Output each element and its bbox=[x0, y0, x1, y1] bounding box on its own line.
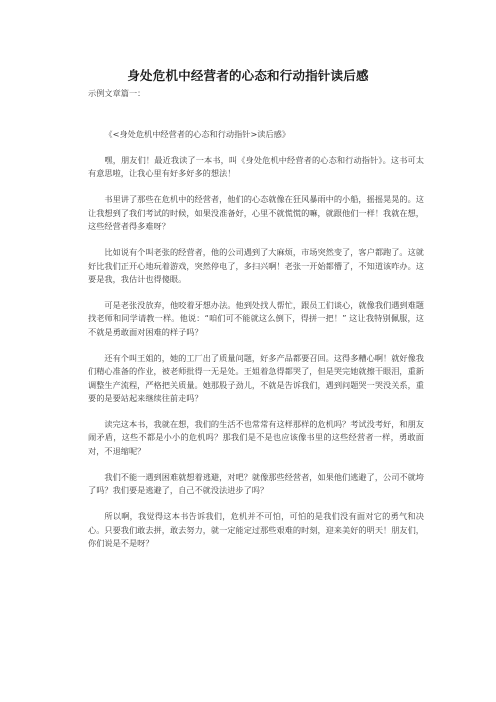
page-subtitle: 示例文章篇一： bbox=[88, 88, 146, 98]
page-title: 身处危机中经营者的心态和行动指针读后感 bbox=[127, 68, 369, 83]
paragraph: 还有个叫王姐的，她的工厂出了质量问题，好多产品都要召回。这得多糟心啊！就好像我们精心准备的作业，被老师批得一无是处。王姐着急得都哭了，但是哭完她就擦干眼泪，重新调整生产流程，严格把关质量。她那股子劲儿，不就是告诉我们，遇到问题哭一哭没关系，重要的是要站起来继续往前走吗？ bbox=[88, 352, 424, 404]
paragraph: 所以啊，我觉得这本书告诉我们，危机并不可怕，可怕的是我们没有面对它的勇气和决心。只要我们敢去拼，敢去努力，就一定能定过那些艰难的时刻，迎来美好的明天！朋友们，你们说是不是呀？ bbox=[88, 511, 424, 549]
paragraph: 读完这本书，我就在想，我们的生活不也常常有这样那样的危机吗？考试没考好，和朋友闹矛盾，这些不都是小小的危机吗？那我们是不是也应该像书里的这些经营者一样，勇敢面对，不退缩呢？ bbox=[88, 419, 424, 456]
paragraph: 嘿，朋友们！最近我读了一本书，叫《身处危机中经营者的心态和行动指针》。这书可太有意思啦，让我心里有好多好多的想法！ bbox=[88, 155, 424, 179]
paragraph: 可是老张没放弃，他咬着牙想办法。他到处找人帮忙，跟员工们谈心，就像我们遇到难题找老师和同学请教一样。他说：“咱们可不能就这么倒下，得拼一把！” 这让我特别佩服，这不就是勇敢面对困难的样子吗？ bbox=[88, 300, 424, 337]
paragraph: 我们不能一遇到困难就想着逃避，对吧？就像那些经营者，如果他们逃避了，公司不就垮了吗？我们要是逃避了，自己不就没法进步了吗？ bbox=[88, 471, 424, 496]
paragraph: 书里讲了那些在危机中的经营者，他们的心态就像在狂风暴雨中的小船，摇摇晃晃的。这让我想到了我们考试的时候，如果没准备好，心里不就慌慌的嘛，就跟他们一样！我就在想，这些经营者得多难呀？ bbox=[88, 194, 424, 232]
paragraph-heading: 《<身处危机中经营者的心态和行动指针>读后感》 bbox=[104, 129, 291, 139]
paragraph: 比如说有个叫老张的经营者，他的公司遇到了大麻烦，市场突然变了，客户都跑了。这就好比我们正开心地玩着游戏，突然停电了，多扫兴啊！老张一开始都懵了，不知道该咋办。这要是我，我估计也得傻眼。 bbox=[88, 247, 424, 285]
article-body bbox=[88, 128, 424, 563]
